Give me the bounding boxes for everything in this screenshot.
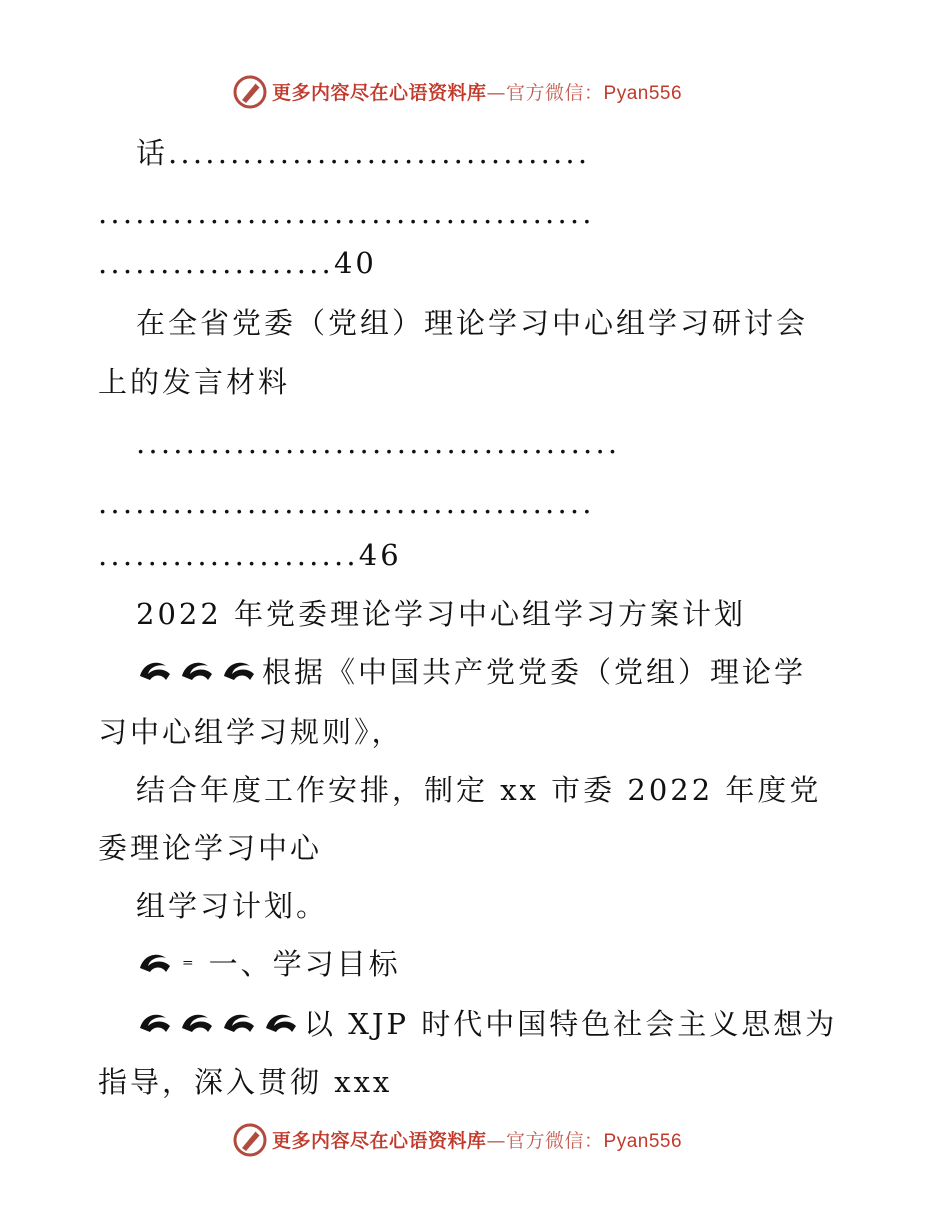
watermark-dash: —: [486, 82, 507, 104]
section1-mark: ⁼: [182, 955, 197, 980]
fleuron-icon: [220, 1008, 260, 1040]
fleuron-icon: [136, 948, 176, 980]
toc-entry1-page: 40: [333, 246, 377, 280]
toc-entry2-title-line2: 上的发言材料: [98, 365, 291, 399]
pen-logo-icon: [232, 1122, 268, 1158]
watermark-id: Pyan556: [603, 1131, 683, 1152]
toc-entry1-line1: [136, 133, 590, 173]
paragraph4-line2: 指导，深入贯彻 xxx: [98, 1065, 393, 1099]
paragraph2-line2: 委理论学习中心: [98, 831, 323, 865]
paragraph4-text: 以 XJP 时代中国特色社会主义思想为: [304, 1007, 838, 1041]
watermark-sub: 官方微信：: [506, 1130, 604, 1152]
watermark-sub: 官方微信：: [506, 82, 604, 104]
watermark-footer: [0, 1120, 950, 1160]
fleuron-icon: [262, 1008, 302, 1040]
pen-logo-icon: [232, 74, 268, 110]
paragraph2-line1: 结合年度工作安排，制定 xx 市委 2022 年度党: [136, 773, 822, 807]
watermark-header: [0, 72, 950, 112]
toc-entry2-page: 46: [358, 538, 402, 572]
section1-title: 一、学习目标: [208, 947, 401, 981]
fleuron-icon: [136, 656, 176, 688]
watermark-dash: —: [486, 1130, 507, 1152]
paragraph4-line1: [136, 1004, 837, 1044]
fleuron-icon: [220, 656, 260, 688]
toc-leader-dots: ........................................: [98, 486, 595, 520]
toc-entry2-page-line: [98, 535, 402, 575]
watermark-main: 更多内容尽在心语资料库: [272, 82, 487, 104]
watermark-id: Pyan556: [603, 83, 683, 104]
toc-entry2-title-line1: 在全省党委（党组）理论学习中心组学习研讨会: [136, 306, 809, 340]
toc-leader-dots: ........................................: [98, 196, 595, 230]
toc-entry1-tail: 话: [136, 136, 169, 170]
watermark-main: 更多内容尽在心语资料库: [272, 1130, 487, 1152]
paragraph1-text: 根据《中国共产党党委（党组）理论学: [262, 655, 807, 689]
paragraph1-line2: 习中心组学习规则》，: [98, 715, 404, 749]
paragraph1-line1: [136, 652, 806, 692]
fleuron-icon: [136, 1008, 176, 1040]
fleuron-icon: [178, 656, 218, 688]
toc-leader-dots: ...................: [98, 246, 334, 280]
toc-leader-dots: .....................: [98, 538, 359, 572]
paragraph3: 组学习计划。: [136, 889, 329, 923]
toc-leader-dots: ..................................: [168, 136, 591, 170]
watermark-text: [272, 1126, 682, 1153]
toc-entry1-page-line: [98, 243, 377, 283]
toc-leader-dots: .......................................: [136, 426, 621, 460]
document-heading: 2022 年党委理论学习中心组学习方案计划: [136, 597, 747, 631]
fleuron-icon: [178, 1008, 218, 1040]
watermark-text: [272, 78, 682, 105]
section1-heading: [136, 944, 401, 988]
